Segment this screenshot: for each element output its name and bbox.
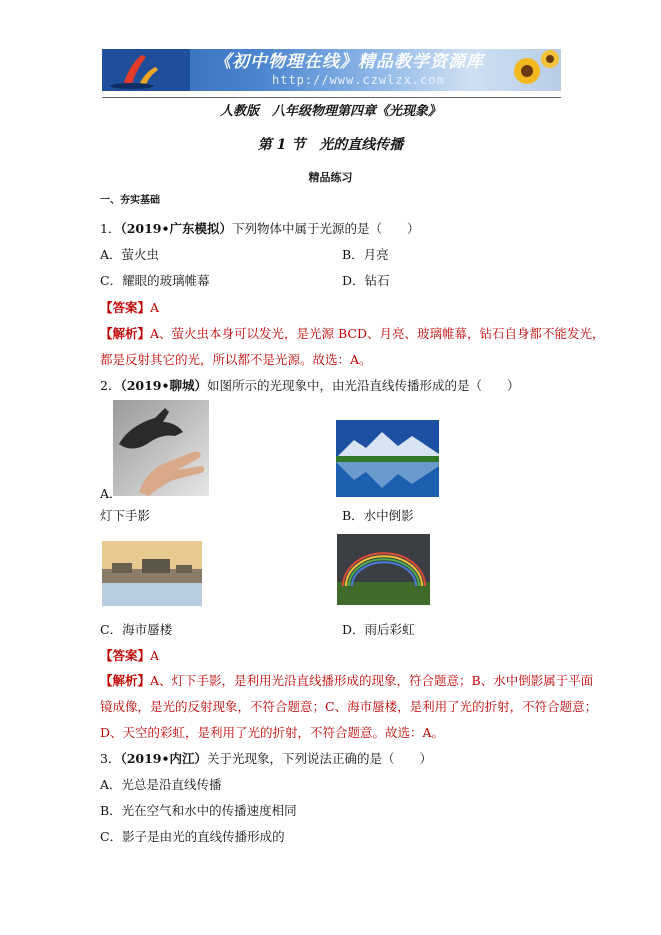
q2-source: （2019•聊城）	[120, 378, 207, 393]
q2-answer	[100, 648, 159, 664]
q2-option-a-text: 灯下手影	[100, 508, 151, 523]
q2-stem: 如图所示的光现象中，由光沿直线传播形成的是（ ）	[206, 378, 520, 393]
question-3	[100, 751, 432, 767]
book-line: 人教版 八年级物理第四章《光现象》	[219, 104, 441, 119]
q2-number: 2．	[100, 378, 121, 393]
q2-analysis-line-2: 镜成像，是光的反射现象，不符合题意；C、海市蜃楼，是利用了光的折射，不符合题意；	[100, 699, 598, 714]
banner-url: http://www.czwlzx.com	[272, 73, 445, 87]
q3-option-a: A．光总是沿直线传播	[100, 777, 222, 792]
q2-option-a-letter: A．	[100, 486, 122, 501]
hand-shadow-image	[113, 400, 209, 496]
q2-analysis-label: 【解析】	[100, 673, 151, 688]
q1-analysis-label: 【解析】	[100, 326, 151, 341]
header-banner	[102, 49, 561, 91]
q3-option-c: C．影子是由光的直线传播形成的	[100, 829, 285, 844]
q1-option-b: B．月亮	[342, 247, 389, 262]
part-heading: 一、夯实基础	[100, 195, 160, 206]
q1-option-a: A．萤火虫	[100, 247, 160, 262]
q3-number: 3．	[100, 751, 121, 766]
question-1	[100, 221, 420, 237]
mirage-image	[102, 541, 202, 606]
header-rule	[102, 97, 561, 98]
q1-stem: 下列物体中属于光源的是（ ）	[231, 221, 420, 236]
q2-option-d: D．雨后彩虹	[342, 622, 415, 637]
subtitle: 精品练习	[308, 171, 353, 184]
q1-answer	[100, 300, 159, 316]
q1-analysis-line-2: 都是反射其它的光，所以都不是光源。故选：A。	[100, 352, 372, 367]
section-title: 第 1 节 光的直线传播	[257, 137, 404, 153]
banner-title: 《初中物理在线》精品教学资源库	[214, 52, 484, 72]
q1-option-c: C．耀眼的玻璃帷幕	[100, 273, 210, 288]
q3-option-b: B．光在空气和水中的传播速度相同	[100, 803, 297, 818]
rainbow-image	[337, 534, 430, 605]
q3-source: （2019•内江）	[120, 751, 207, 766]
q1-answer-label: 【答案】	[100, 300, 151, 315]
q2-answer-label: 【答案】	[100, 648, 151, 663]
q1-answer-value: A	[150, 300, 160, 315]
q1-analysis-line-1: 【解析】A、萤火虫本身可以发光，是光源 BCD、月亮、玻璃帷幕，钻石自身都不能发光，	[100, 326, 605, 341]
lake-reflection-image	[336, 420, 439, 497]
q2-analysis-line-3: D、天空的彩虹，是利用了光的折射，不符合题意。故选：A。	[100, 725, 445, 740]
q2-option-b: B．水中倒影	[342, 508, 414, 523]
q1-number: 1．	[100, 221, 121, 236]
q3-stem: 关于光现象，下列说法正确的是（ ）	[206, 751, 432, 766]
q2-answer-value: A	[150, 648, 160, 663]
q2-analysis-line-1: 【解析】A、灯下手影，是利用光沿直线播形成的现象，符合题意；B、水中倒影属于平面	[100, 673, 594, 688]
q2-option-c: C．海市蜃楼	[100, 622, 173, 637]
question-2	[100, 378, 520, 394]
q1-source: （2019•广东模拟）	[120, 221, 232, 236]
q1-option-d: D．钻石	[342, 273, 390, 288]
